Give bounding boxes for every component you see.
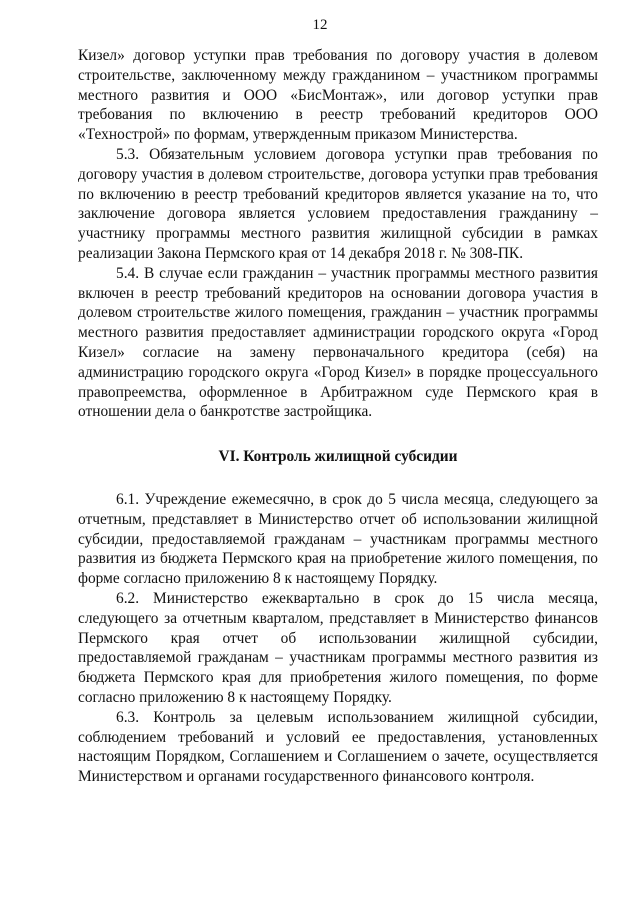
document-body [78,46,598,787]
paragraph-6-3: 6.3. Контроль за целевым использованием жилищной субсидии, соблюдением требований и условий ее предоставления, установленных настоящим Порядком, Соглашением и Соглашением о зачете, осуществляется Министерством и органами государственного финансового контроля. [78,708,598,786]
paragraph-5-2-continuation: Кизел» договор уступки прав требования по договору участия в долевом строительстве, заключенному между гражданином – участником программы местного развития и ООО «БисМонтаж», или договор уступки прав требования по включению в реестр требований кредиторов ООО «Технострой» по формам, утвержденным приказом Министерства. [78,47,598,144]
paragraph-6-2: 6.2. Министерство ежеквартально в срок до 15 числа месяца, следующего за отчетным кварталом, представляет в Министерство финансов Пермского края отчет об использовании жилищной субсидии, предоставляемой гражданам – участникам программы местного развития из бюджета Пермского края для приобретения жилого помещения, по форме согласно приложению 8 к настоящему Порядку. [78,589,598,706]
paragraph-5-4: 5.4. В случае если гражданин – участник программы местного развития включен в реестр требований кредиторов на основании договора участия в долевом строительстве жилого помещения, гражданин – участник программы местного развития предоставляет администрации городского округа «Город Кизел» согласие на замену первоначального кредитора (себя) на администрацию городского округа «Город Кизел» в порядке процессуального правопреемства, оформленное в Арбитражном суде Пермского края в отношении дела о банкротстве застройщика. [78,264,598,421]
paragraph-5-3: 5.3. Обязательным условием договора уступки прав требования по договору участия в долевом строительстве, договора уступки прав требования по включению в реестр требований кредиторов является указание на то, что заключение договора является условием предоставления гражданину – участнику программы местного развития жилищной субсидии в рамках реализации Закона Пермского края от 14 декабря 2018 г. № 308-ПК. [78,145,598,262]
section-6-heading: VI. Контроль жилищной субсидии [218,448,458,466]
page-number: 12 [312,17,328,33]
paragraph-6-1: 6.1. Учреждение ежемесячно, в срок до 5 числа месяца, следующего за отчетным, представляет в Министерство отчет об использовании жилищной субсидии, предоставляемой гражданам – участникам программы местного развития из бюджета Пермского края на приобретение жилого помещения, по форме согласно приложению 8 к настоящему Порядку. [78,490,598,588]
